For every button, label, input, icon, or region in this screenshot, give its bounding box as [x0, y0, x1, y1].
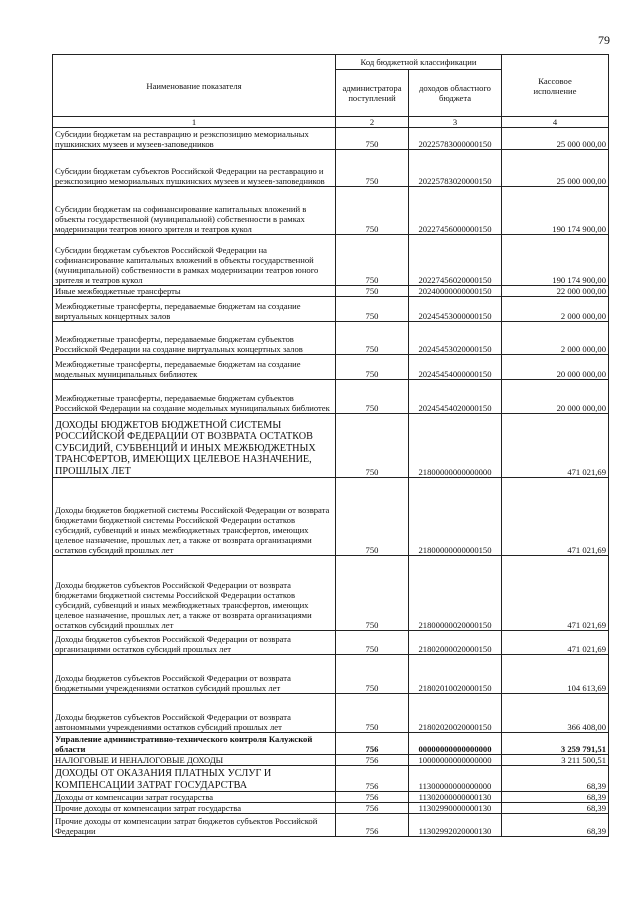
row-name: Доходы от компенсации затрат государства	[53, 792, 336, 803]
row-admin: 750	[336, 478, 409, 556]
row-name: Субсидии бюджетам субъектов Российской Федерации на софинансирование капитальных вложений в объекты государственной (муниципальной) собственности в рамках модернизации театров юного зрителя и театров кукол	[53, 235, 336, 286]
row-amount: 104 613,69	[502, 655, 609, 694]
table-row	[53, 814, 609, 837]
row-name: Субсидии бюджетам субъектов Российской Федерации на реставрацию и реэкспозицию мемориальных пушкинских музеев и музеев-заповедников	[53, 150, 336, 187]
row-code: 20240000000000150	[409, 286, 502, 297]
budget-table	[52, 54, 609, 837]
header-income: доходов областного бюджета	[409, 70, 502, 117]
row-code: 20227456000000150	[409, 187, 502, 235]
row-name: Доходы бюджетов субъектов Российской Федерации от возврата бюджетными учреждениями остатков субсидий прошлых лет	[53, 655, 336, 694]
row-name: ДОХОДЫ БЮДЖЕТОВ БЮДЖЕТНОЙ СИСТЕМЫ РОССИЙСКОЙ ФЕДЕРАЦИИ ОТ ВОЗВРАТА ОСТАТКОВ СУБСИДИЙ, СУБВЕНЦИЙ И ИНЫХ МЕЖБЮДЖЕТНЫХ ТРАНСФЕРТОВ, ИМЕЮЩИХ ЦЕЛЕВОЕ НАЗНАЧЕНИЕ, ПРОШЛЫХ ЛЕТ	[53, 414, 336, 478]
row-admin: 750	[336, 655, 409, 694]
row-amount: 471 021,69	[502, 556, 609, 631]
row-admin: 750	[336, 235, 409, 286]
row-code: 20227456020000150	[409, 235, 502, 286]
row-amount: 471 021,69	[502, 631, 609, 655]
row-name: Управление административно-технического контроля Калужской области	[53, 733, 336, 755]
row-admin: 750	[336, 128, 409, 150]
header-admin: администратора поступлений	[336, 70, 409, 117]
table-row	[53, 803, 609, 814]
table-row	[53, 380, 609, 414]
row-name: Прочие доходы от компенсации затрат государства	[53, 803, 336, 814]
row-admin: 756	[336, 792, 409, 803]
row-admin: 750	[336, 694, 409, 733]
row-name: Доходы бюджетов субъектов Российской Федерации от возврата автономными учреждениями остатков субсидий прошлых лет	[53, 694, 336, 733]
table-row	[53, 286, 609, 297]
table-row	[53, 556, 609, 631]
row-amount: 20 000 000,00	[502, 355, 609, 380]
row-code: 11300000000000000	[409, 766, 502, 792]
row-amount: 190 174 900,00	[502, 235, 609, 286]
row-code: 11302000000000130	[409, 792, 502, 803]
row-admin: 750	[336, 286, 409, 297]
row-amount: 25 000 000,00	[502, 128, 609, 150]
row-amount: 68,39	[502, 814, 609, 837]
row-name: Межбюджетные трансферты, передаваемые бюджетам на создание модельных муниципальных библиотек	[53, 355, 336, 380]
row-admin: 750	[336, 297, 409, 322]
row-code: 21802020020000150	[409, 694, 502, 733]
table-row	[53, 733, 609, 755]
table-row	[53, 150, 609, 187]
row-admin: 750	[336, 380, 409, 414]
row-amount: 366 408,00	[502, 694, 609, 733]
row-name: Межбюджетные трансферты, передаваемые бюджетам на создание виртуальных концертных залов	[53, 297, 336, 322]
table-row	[53, 631, 609, 655]
row-amount: 68,39	[502, 803, 609, 814]
header-num-4: 4	[502, 117, 609, 128]
row-amount: 471 021,69	[502, 414, 609, 478]
header-num-3: 3	[409, 117, 502, 128]
row-amount: 25 000 000,00	[502, 150, 609, 187]
table-row	[53, 414, 609, 478]
row-code: 20245453000000150	[409, 297, 502, 322]
row-code: 10000000000000000	[409, 755, 502, 766]
row-name: ДОХОДЫ ОТ ОКАЗАНИЯ ПЛАТНЫХ УСЛУГ И КОМПЕНСАЦИИ ЗАТРАТ ГОСУДАРСТВА	[53, 766, 336, 792]
row-code: 11302990000000130	[409, 803, 502, 814]
row-name: Доходы бюджетов бюджетной системы Российской Федерации от возврата бюджетами бюджетной системы Российской Федерации остатков субсидий, субвенций и иных межбюджетных трансфертов, имеющих целевое назначение, прошлых лет, а также от возврата организациями остатков субсидий прошлых лет	[53, 478, 336, 556]
header-group: Код бюджетной классификации	[336, 55, 502, 70]
row-code: 00000000000000000	[409, 733, 502, 755]
row-amount: 2 000 000,00	[502, 297, 609, 322]
row-admin: 756	[336, 814, 409, 837]
row-code: 21802000020000150	[409, 631, 502, 655]
row-admin: 750	[336, 187, 409, 235]
table-row	[53, 297, 609, 322]
row-name: Иные межбюджетные трансферты	[53, 286, 336, 297]
row-admin: 750	[336, 355, 409, 380]
row-admin: 756	[336, 733, 409, 755]
row-amount: 68,39	[502, 766, 609, 792]
header-num-2: 2	[336, 117, 409, 128]
row-amount: 471 021,69	[502, 478, 609, 556]
row-code: 11302992020000130	[409, 814, 502, 837]
table-row	[53, 478, 609, 556]
header-amount: Кассовое исполнение	[502, 55, 609, 117]
row-code: 20245454000000150	[409, 355, 502, 380]
row-code: 21800000020000150	[409, 556, 502, 631]
row-admin: 750	[336, 556, 409, 631]
row-code: 21802010020000150	[409, 655, 502, 694]
row-admin: 756	[336, 755, 409, 766]
row-amount: 68,39	[502, 792, 609, 803]
row-admin: 750	[336, 150, 409, 187]
row-code: 21800000000000000	[409, 414, 502, 478]
table-row	[53, 655, 609, 694]
row-admin: 750	[336, 322, 409, 355]
table-row	[53, 355, 609, 380]
row-name: Межбюджетные трансферты, передаваемые бюджетам субъектов Российской Федерации на создание модельных муниципальных библиотек	[53, 380, 336, 414]
table-row	[53, 128, 609, 150]
table-row	[53, 694, 609, 733]
row-name: Доходы бюджетов субъектов Российской Федерации от возврата бюджетами бюджетной системы Российской Федерации остатков субсидий, субвенций и иных межбюджетных трансфертов, имеющих целевое назначение, прошлых лет, а также от возврата организациями остатков субсидий прошлых лет	[53, 556, 336, 631]
table-row	[53, 755, 609, 766]
row-admin: 756	[336, 803, 409, 814]
row-code: 20245454020000150	[409, 380, 502, 414]
row-code: 20225783020000150	[409, 150, 502, 187]
row-name: Субсидии бюджетам на софинансирование капитальных вложений в объекты государственной (муниципальной) собственности в рамках модернизации театров юного зрителя и театров кукол	[53, 187, 336, 235]
row-code: 20225783000000150	[409, 128, 502, 150]
row-name: Межбюджетные трансферты, передаваемые бюджетам субъектов Российской Федерации на создание виртуальных концертных залов	[53, 322, 336, 355]
row-amount: 22 000 000,00	[502, 286, 609, 297]
row-amount: 3 211 500,51	[502, 755, 609, 766]
row-admin: 750	[336, 414, 409, 478]
row-amount: 2 000 000,00	[502, 322, 609, 355]
header-name: Наименование показателя	[53, 55, 336, 117]
table-row	[53, 766, 609, 792]
page-number: 79	[598, 33, 610, 47]
row-name: Прочие доходы от компенсации затрат бюджетов субъектов Российской Федерации	[53, 814, 336, 837]
row-code: 20245453020000150	[409, 322, 502, 355]
table-row	[53, 792, 609, 803]
row-name: Доходы бюджетов субъектов Российской Федерации от возврата организациями остатков субсидий прошлых лет	[53, 631, 336, 655]
table-row	[53, 187, 609, 235]
row-amount: 20 000 000,00	[502, 380, 609, 414]
row-amount: 190 174 900,00	[502, 187, 609, 235]
table-row	[53, 235, 609, 286]
row-amount: 3 259 791,51	[502, 733, 609, 755]
row-name: Субсидии бюджетам на реставрацию и реэкспозицию мемориальных пушкинских музеев и музеев-заповедников	[53, 128, 336, 150]
table-row	[53, 322, 609, 355]
row-code: 21800000000000150	[409, 478, 502, 556]
row-admin: 750	[336, 631, 409, 655]
row-admin: 756	[336, 766, 409, 792]
row-name: НАЛОГОВЫЕ И НЕНАЛОГОВЫЕ ДОХОДЫ	[53, 755, 336, 766]
header-num-1: 1	[53, 117, 336, 128]
